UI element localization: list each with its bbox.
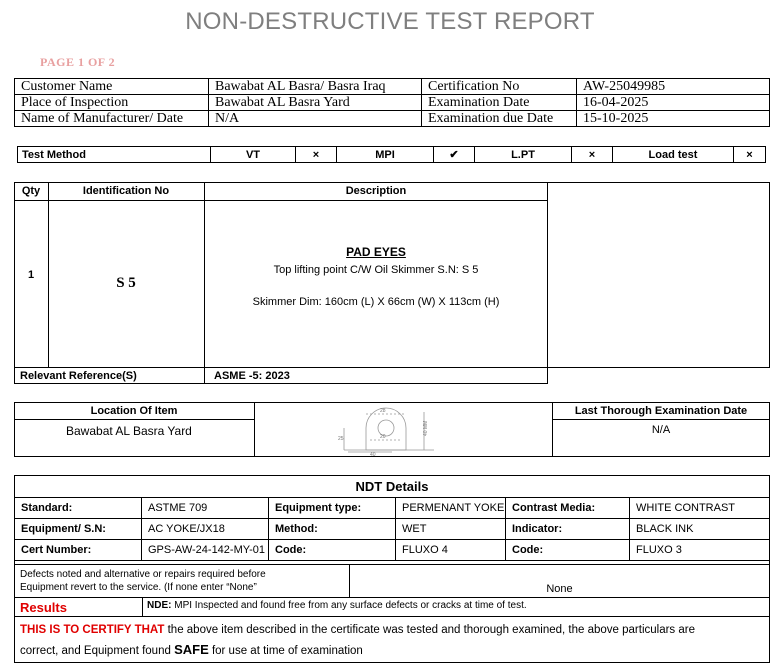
due-date-label: Examination due Date — [422, 111, 577, 127]
due-date-value: 15-10-2025 — [577, 111, 770, 127]
defects-text — [20, 568, 266, 594]
test-method-table — [17, 146, 766, 163]
sketch-dim-1: 20 — [380, 434, 386, 440]
code-value-2: FLUXO 3 — [630, 540, 770, 561]
ref-divider — [14, 367, 548, 368]
contrast-media-label: Contrast Media: — [506, 498, 630, 519]
equipment-sn-value: AC YOKE/JX18 — [142, 519, 269, 540]
cert-number-label: Cert Number: — [15, 540, 142, 561]
id-header: Identification No — [82, 185, 170, 197]
cert-label: Certification No — [422, 79, 577, 95]
sketch-dim-4: 40 MM — [423, 420, 429, 436]
ndt-title: NDT Details — [355, 479, 429, 494]
certify-text1: the above item described in the certificate was tested and thorough examined, the above particulars are — [164, 624, 695, 636]
standard-label: Standard: — [15, 498, 142, 519]
results-divider — [14, 597, 770, 598]
ndt-table — [14, 497, 770, 561]
method-label: Method: — [269, 519, 396, 540]
method-vt: VT — [211, 147, 296, 163]
method-mpi-mark: ✔ — [434, 147, 475, 163]
contrast-media-value: WHITE CONTRAST — [630, 498, 770, 519]
desc-line1: Top lifting point C/W Oil Skimmer S.N: S 5 — [273, 264, 479, 276]
sketch-dim-2: 40 — [370, 452, 376, 456]
indicator-label: Indicator: — [506, 519, 630, 540]
equipment-sn-label: Equipment/ S.N: — [15, 519, 142, 540]
nde-statement — [147, 600, 527, 611]
header-divider — [14, 200, 548, 201]
results-label: Results — [20, 600, 67, 615]
exam-date-value: 16-04-2025 — [577, 95, 770, 111]
equipment-type-value: PERMENANT YOKE — [396, 498, 506, 519]
code-value-1: FLUXO 4 — [396, 540, 506, 561]
location-label: Location Of Item — [90, 405, 178, 417]
qty-header: Qty — [21, 185, 41, 197]
id-value: S 5 — [116, 275, 136, 291]
ref-label: Relevant Reference(S) — [20, 370, 137, 382]
info-table — [14, 78, 770, 127]
defects-line2: Equipment revert to the service. (If none enter “None” — [20, 582, 257, 593]
method-lpt-mark: × — [572, 147, 613, 163]
defects-value: None — [546, 583, 573, 595]
cert-value: AW-25049985 — [577, 79, 770, 95]
manufacturer-label: Name of Manufacturer/ Date — [15, 111, 209, 127]
nde-text: MPI Inspected and found free from any surface defects or cracks at time of test. — [174, 600, 527, 611]
method-load-mark: × — [734, 147, 766, 163]
cert-number-value: GPS-AW-24-142-MY-01 — [142, 540, 269, 561]
last-exam-label: Last Thorough Examination Date — [574, 405, 748, 417]
last-exam-header-divider — [552, 419, 770, 420]
place-value: Bawabat AL Basra Yard — [209, 95, 422, 111]
page-label: PAGE 1 OF 2 — [40, 55, 116, 69]
sketch-dim-3: 25 — [338, 436, 344, 442]
indicator-value: BLACK INK — [630, 519, 770, 540]
last-exam-value: N/A — [651, 424, 671, 436]
certify-text2a: correct, and Equipment found — [20, 645, 175, 657]
defects-top-divider — [14, 564, 770, 565]
desc-title: PAD EYES — [346, 245, 406, 259]
equipment-type-label: Equipment type: — [269, 498, 396, 519]
method-lpt: L.PT — [475, 147, 572, 163]
location-header-divider — [14, 419, 255, 420]
code-label-1: Code: — [269, 540, 396, 561]
location-divider — [254, 402, 255, 457]
desc-line2: Skimmer Dim: 160cm (L) X 66cm (W) X 113cm (H) — [252, 296, 500, 308]
desc-header: Description — [345, 185, 407, 197]
customer-value: Bawabat AL Basra/ Basra Iraq — [209, 79, 422, 95]
method-load: Load test — [613, 147, 734, 163]
certify-statement — [20, 621, 765, 661]
report-title: NON-DESTRUCTIVE TEST REPORT — [185, 8, 595, 35]
test-method-label: Test Method — [18, 147, 211, 163]
nde-label: NDE: — [147, 600, 172, 611]
padeye-sketch — [330, 404, 440, 456]
standard-value: ASTME 709 — [142, 498, 269, 519]
method-vt-mark: × — [296, 147, 337, 163]
defects-line1: Defects noted and alternative or repairs required before — [20, 569, 266, 580]
results-col-divider — [142, 597, 143, 616]
id-divider — [204, 182, 205, 384]
place-label: Place of Inspection — [15, 95, 209, 111]
certify-safe: SAFE — [174, 642, 209, 657]
item-side-box — [547, 182, 770, 368]
method-value: WET — [396, 519, 506, 540]
code-label-2: Code: — [506, 540, 630, 561]
certify-text2b: for use at time of examination — [208, 645, 363, 657]
customer-label: Customer Name — [15, 79, 209, 95]
exam-date-label: Examination Date — [422, 95, 577, 111]
qty-value: 1 — [27, 269, 35, 281]
method-mpi: MPI — [337, 147, 434, 163]
certify-red: THIS IS TO CERTIFY THAT — [20, 624, 165, 636]
location-value: Bawabat AL Basra Yard — [66, 424, 192, 438]
manufacturer-value: N/A — [209, 111, 422, 127]
ref-value: ASME -5: 2023 — [214, 370, 290, 382]
sketch-dim-0: 28 — [380, 408, 386, 414]
certify-divider — [14, 616, 770, 617]
